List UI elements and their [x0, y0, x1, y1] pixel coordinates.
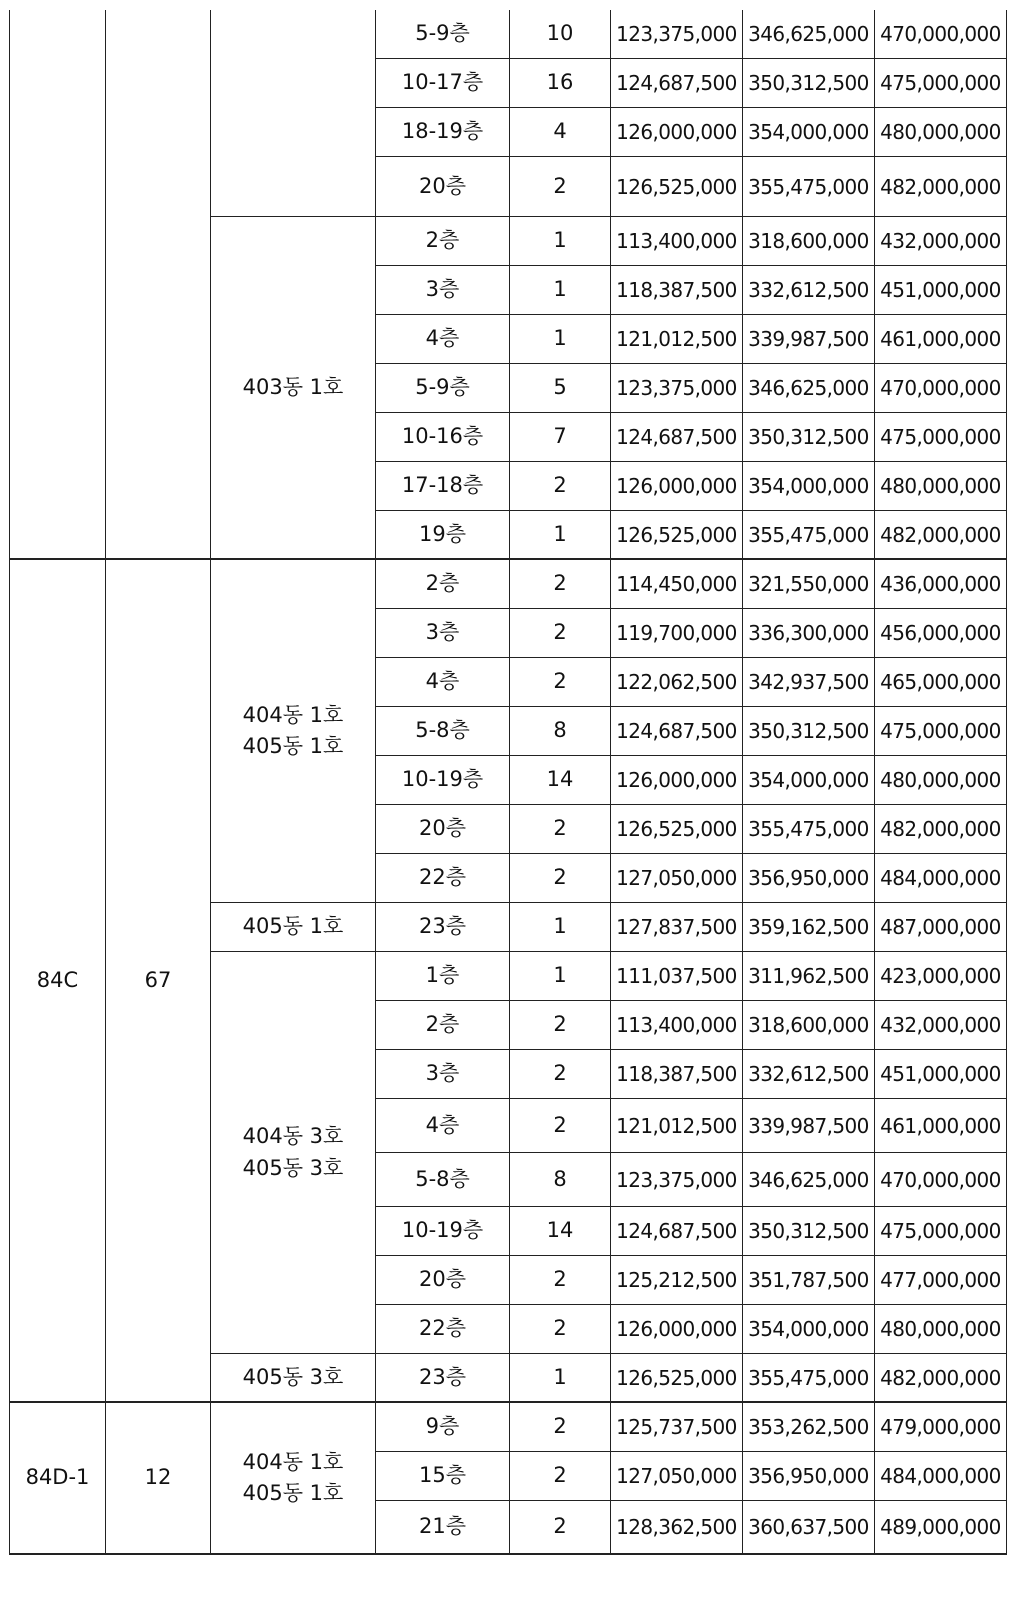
price-cell-2: 321,550,000: [743, 560, 875, 609]
price-cell-1: 126,525,000: [611, 1354, 743, 1403]
price-cell-3: 470,000,000: [875, 10, 1007, 59]
units-cell: 16: [510, 59, 611, 108]
type-cell: 84D-1: [9, 1403, 106, 1555]
floor-cell: 3층: [376, 1050, 510, 1099]
price-cell-3: 432,000,000: [875, 217, 1007, 266]
floor-cell: 22층: [376, 1305, 510, 1354]
price-cell-2: 346,625,000: [743, 10, 875, 59]
units-cell: 2: [510, 1099, 611, 1153]
price-cell-3: 470,000,000: [875, 364, 1007, 413]
price-cell-1: 126,525,000: [611, 157, 743, 217]
price-cell-3: 465,000,000: [875, 658, 1007, 707]
price-cell-3: 484,000,000: [875, 1452, 1007, 1501]
floor-cell: 20층: [376, 805, 510, 854]
price-cell-2: 346,625,000: [743, 1153, 875, 1207]
price-cell-3: 482,000,000: [875, 511, 1007, 560]
price-cell-1: 113,400,000: [611, 1001, 743, 1050]
floor-cell: 4층: [376, 315, 510, 364]
price-cell-1: 114,450,000: [611, 560, 743, 609]
units-cell: 14: [510, 1207, 611, 1256]
floor-cell: 20층: [376, 1256, 510, 1305]
supply-count-cell: 67: [106, 560, 211, 1403]
price-cell-3: 456,000,000: [875, 609, 1007, 658]
price-cell-2: 342,937,500: [743, 658, 875, 707]
price-cell-3: 475,000,000: [875, 413, 1007, 462]
units-cell: 2: [510, 658, 611, 707]
price-cell-1: 126,525,000: [611, 511, 743, 560]
floor-cell: 20층: [376, 157, 510, 217]
units-cell: 2: [510, 157, 611, 217]
price-cell-1: 123,375,000: [611, 1153, 743, 1207]
dong-ho-cell: 404동 1호 405동 1호: [211, 1403, 376, 1555]
units-cell: 8: [510, 707, 611, 756]
price-cell-1: 124,687,500: [611, 59, 743, 108]
floor-cell: 2층: [376, 560, 510, 609]
price-cell-2: 359,162,500: [743, 903, 875, 952]
price-cell-1: 127,837,500: [611, 903, 743, 952]
units-cell: 1: [510, 903, 611, 952]
floor-cell: 5-8층: [376, 1153, 510, 1207]
price-cell-3: 477,000,000: [875, 1256, 1007, 1305]
floor-cell: 21층: [376, 1501, 510, 1555]
floor-cell: 4층: [376, 1099, 510, 1153]
units-cell: 1: [510, 1354, 611, 1403]
floor-cell: 5-8층: [376, 707, 510, 756]
dong-ho-cell: 404동 3호 405동 3호: [211, 952, 376, 1354]
units-cell: 1: [510, 952, 611, 1001]
units-cell: 2: [510, 1305, 611, 1354]
price-cell-1: 126,525,000: [611, 805, 743, 854]
units-cell: 2: [510, 1403, 611, 1452]
units-cell: 2: [510, 462, 611, 511]
units-cell: 2: [510, 805, 611, 854]
floor-cell: 2층: [376, 1001, 510, 1050]
units-cell: 2: [510, 1050, 611, 1099]
units-cell: 1: [510, 315, 611, 364]
price-cell-2: 336,300,000: [743, 609, 875, 658]
floor-cell: 4층: [376, 658, 510, 707]
price-cell-3: 480,000,000: [875, 1305, 1007, 1354]
units-cell: 1: [510, 217, 611, 266]
price-cell-3: 480,000,000: [875, 462, 1007, 511]
units-cell: 2: [510, 1001, 611, 1050]
price-cell-1: 125,737,500: [611, 1403, 743, 1452]
floor-cell: 5-9층: [376, 10, 510, 59]
price-cell-2: 354,000,000: [743, 1305, 875, 1354]
price-cell-2: 350,312,500: [743, 413, 875, 462]
price-cell-3: 484,000,000: [875, 854, 1007, 903]
units-cell: 5: [510, 364, 611, 413]
floor-cell: 10-17층: [376, 59, 510, 108]
price-cell-1: 124,687,500: [611, 413, 743, 462]
price-cell-1: 118,387,500: [611, 1050, 743, 1099]
price-cell-2: 355,475,000: [743, 805, 875, 854]
price-cell-2: 354,000,000: [743, 756, 875, 805]
floor-cell: 17-18층: [376, 462, 510, 511]
price-cell-2: 311,962,500: [743, 952, 875, 1001]
units-cell: 2: [510, 609, 611, 658]
price-cell-1: 126,000,000: [611, 1305, 743, 1354]
supply-count-cell: [106, 10, 211, 560]
price-cell-1: 122,062,500: [611, 658, 743, 707]
type-cell: 84C: [9, 560, 106, 1403]
price-cell-2: 339,987,500: [743, 315, 875, 364]
price-cell-2: 351,787,500: [743, 1256, 875, 1305]
dong-ho-cell: 403동 1호: [211, 217, 376, 560]
units-cell: 7: [510, 413, 611, 462]
price-cell-3: 482,000,000: [875, 805, 1007, 854]
price-cell-3: 479,000,000: [875, 1403, 1007, 1452]
units-cell: 2: [510, 1452, 611, 1501]
price-cell-2: 339,987,500: [743, 1099, 875, 1153]
floor-cell: 2층: [376, 217, 510, 266]
price-cell-1: 111,037,500: [611, 952, 743, 1001]
units-cell: 1: [510, 266, 611, 315]
units-cell: 2: [510, 854, 611, 903]
floor-cell: 23층: [376, 903, 510, 952]
price-cell-2: 355,475,000: [743, 511, 875, 560]
price-cell-2: 332,612,500: [743, 266, 875, 315]
dong-ho-cell: 405동 3호: [211, 1354, 376, 1403]
units-cell: 2: [510, 1256, 611, 1305]
price-cell-2: 318,600,000: [743, 1001, 875, 1050]
price-cell-1: 119,700,000: [611, 609, 743, 658]
price-cell-2: 350,312,500: [743, 1207, 875, 1256]
floor-cell: 1층: [376, 952, 510, 1001]
floor-cell: 9층: [376, 1403, 510, 1452]
price-cell-1: 121,012,500: [611, 1099, 743, 1153]
dong-ho-cell: 405동 1호: [211, 903, 376, 952]
price-cell-1: 123,375,000: [611, 10, 743, 59]
price-cell-1: 125,212,500: [611, 1256, 743, 1305]
price-cell-1: 127,050,000: [611, 1452, 743, 1501]
units-cell: 4: [510, 108, 611, 157]
price-cell-1: 124,687,500: [611, 1207, 743, 1256]
price-cell-3: 475,000,000: [875, 1207, 1007, 1256]
price-cell-3: 482,000,000: [875, 1354, 1007, 1403]
price-cell-2: 356,950,000: [743, 854, 875, 903]
price-cell-1: 126,000,000: [611, 108, 743, 157]
floor-cell: 19층: [376, 511, 510, 560]
price-cell-3: 489,000,000: [875, 1501, 1007, 1555]
price-cell-2: 356,950,000: [743, 1452, 875, 1501]
floor-cell: 23층: [376, 1354, 510, 1403]
price-cell-1: 128,362,500: [611, 1501, 743, 1555]
type-cell: [9, 10, 106, 560]
price-cell-1: 127,050,000: [611, 854, 743, 903]
dong-ho-cell: [211, 10, 376, 217]
floor-cell: 10-19층: [376, 756, 510, 805]
price-cell-3: 451,000,000: [875, 1050, 1007, 1099]
units-cell: 2: [510, 560, 611, 609]
price-cell-2: 355,475,000: [743, 1354, 875, 1403]
units-cell: 1: [510, 511, 611, 560]
floor-cell: 3층: [376, 266, 510, 315]
supply-count-cell: 12: [106, 1403, 211, 1555]
price-cell-3: 487,000,000: [875, 903, 1007, 952]
floor-cell: 10-19층: [376, 1207, 510, 1256]
price-cell-3: 461,000,000: [875, 315, 1007, 364]
price-cell-1: 126,000,000: [611, 462, 743, 511]
price-cell-2: 350,312,500: [743, 59, 875, 108]
price-cell-2: 346,625,000: [743, 364, 875, 413]
price-cell-3: 461,000,000: [875, 1099, 1007, 1153]
price-cell-2: 332,612,500: [743, 1050, 875, 1099]
price-cell-2: 350,312,500: [743, 707, 875, 756]
floor-cell: 18-19층: [376, 108, 510, 157]
price-cell-2: 353,262,500: [743, 1403, 875, 1452]
price-cell-3: 432,000,000: [875, 1001, 1007, 1050]
floor-cell: 22층: [376, 854, 510, 903]
price-cell-1: 118,387,500: [611, 266, 743, 315]
price-cell-3: 480,000,000: [875, 108, 1007, 157]
price-cell-3: 470,000,000: [875, 1153, 1007, 1207]
floor-cell: 3층: [376, 609, 510, 658]
units-cell: 8: [510, 1153, 611, 1207]
price-cell-3: 475,000,000: [875, 707, 1007, 756]
units-cell: 10: [510, 10, 611, 59]
price-cell-1: 123,375,000: [611, 364, 743, 413]
units-cell: 2: [510, 1501, 611, 1555]
price-cell-1: 126,000,000: [611, 756, 743, 805]
floor-cell: 15층: [376, 1452, 510, 1501]
floor-cell: 5-9층: [376, 364, 510, 413]
floor-cell: 10-16층: [376, 413, 510, 462]
price-cell-1: 113,400,000: [611, 217, 743, 266]
price-cell-1: 121,012,500: [611, 315, 743, 364]
price-cell-3: 436,000,000: [875, 560, 1007, 609]
price-cell-3: 480,000,000: [875, 756, 1007, 805]
price-cell-3: 475,000,000: [875, 59, 1007, 108]
price-cell-3: 451,000,000: [875, 266, 1007, 315]
price-cell-2: 354,000,000: [743, 108, 875, 157]
units-cell: 14: [510, 756, 611, 805]
price-cell-2: 360,637,500: [743, 1501, 875, 1555]
price-cell-2: 354,000,000: [743, 462, 875, 511]
price-cell-2: 318,600,000: [743, 217, 875, 266]
price-cell-3: 423,000,000: [875, 952, 1007, 1001]
price-cell-2: 355,475,000: [743, 157, 875, 217]
price-cell-1: 124,687,500: [611, 707, 743, 756]
dong-ho-cell: 404동 1호 405동 1호: [211, 560, 376, 903]
price-cell-3: 482,000,000: [875, 157, 1007, 217]
